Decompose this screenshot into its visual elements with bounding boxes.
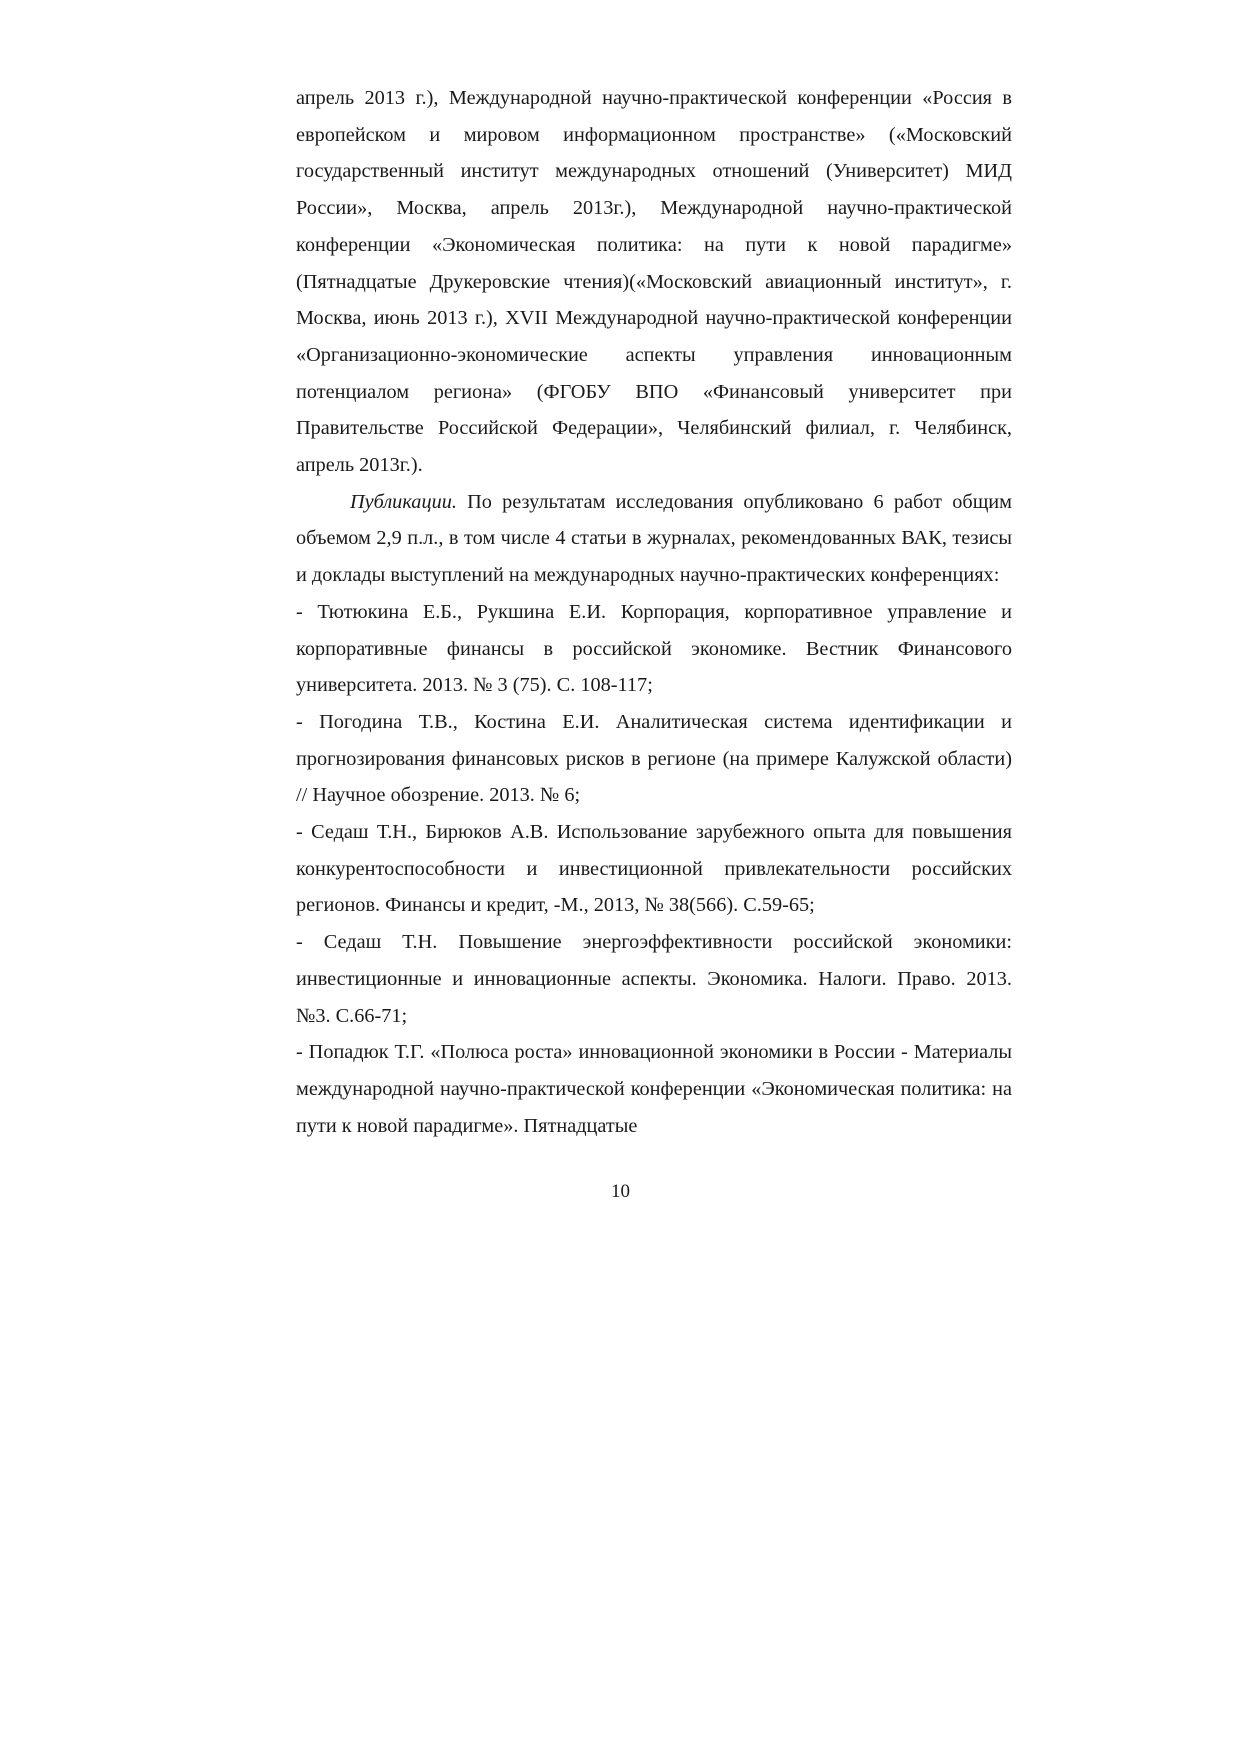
publications-heading: Публикации. [350, 490, 457, 513]
publications-paragraph [296, 484, 1012, 594]
publication-item: - Попадюк Т.Г. «Полюса роста» инновационной экономики в России - Материалы международной научно-практической конференции «Экономическая политика: на пути к новой парадигме». Пятнадцатые [296, 1041, 1012, 1137]
publication-item: - Тютюкина Е.Б., Рукшина Е.И. Корпорация, корпоративное управление и корпоративные финансы в российской экономике. Вестник Финансового университета. 2013. № 3 (75). С. 108-117; [296, 600, 1012, 697]
paragraph-text: апрель 2013 г.), Международной научно-практической конференции «Россия в европейском и мировом информационном пространстве» («Московский государственный институт международных отношений (Университет) МИД России», Москва, апрель 2013г.), Международной научно-практической конференции «Экономическая политика: на пути к новой парадигме» (Пятнадцатые Друкеровские чтения)(«Московский авиационный институт», г. Москва, июнь 2013 г.), XVII Международной научно-практической конференции «Организационно-экономические аспекты управления инновационным потенциалом региона» (ФГОБУ ВПО «Финансовый университет при Правительстве Российской Федерации», Челябинский филиал, г. Челябинск, апрель 2013г.). [296, 87, 1012, 477]
body-text [296, 80, 1012, 1144]
paragraph-text: По результатам исследования опубликовано 6 работ общим объемом 2,9 п.л., в том числе 4 статьи в журналах, рекомендованных ВАК, тезисы и доклады выступлений на международных научно-практических конференциях: [296, 490, 1012, 587]
publication-item: - Погодина Т.В., Костина Е.И. Аналитическая система идентификации и прогнозирования финансовых рисков в регионе (на примере Калужской области) // Научное обозрение. 2013. № 6; [296, 710, 1012, 807]
page-number: 10 [611, 1181, 630, 1202]
publication-item: - Седаш Т.Н., Бирюков А.В. Использование зарубежного опыта для повышения конкурентоспособности и инвестиционной привлекательности российских регионов. Финансы и кредит, -М., 2013, № 38(566). С.59-65; [296, 821, 1012, 917]
conference-paragraph [296, 80, 1012, 484]
publication-item: - Седаш Т.Н. Повышение энергоэффективности российской экономики: инвестиционные и инновационные аспекты. Экономика. Налоги. Право. 2013. №3. С.66-71; [296, 931, 1012, 1027]
